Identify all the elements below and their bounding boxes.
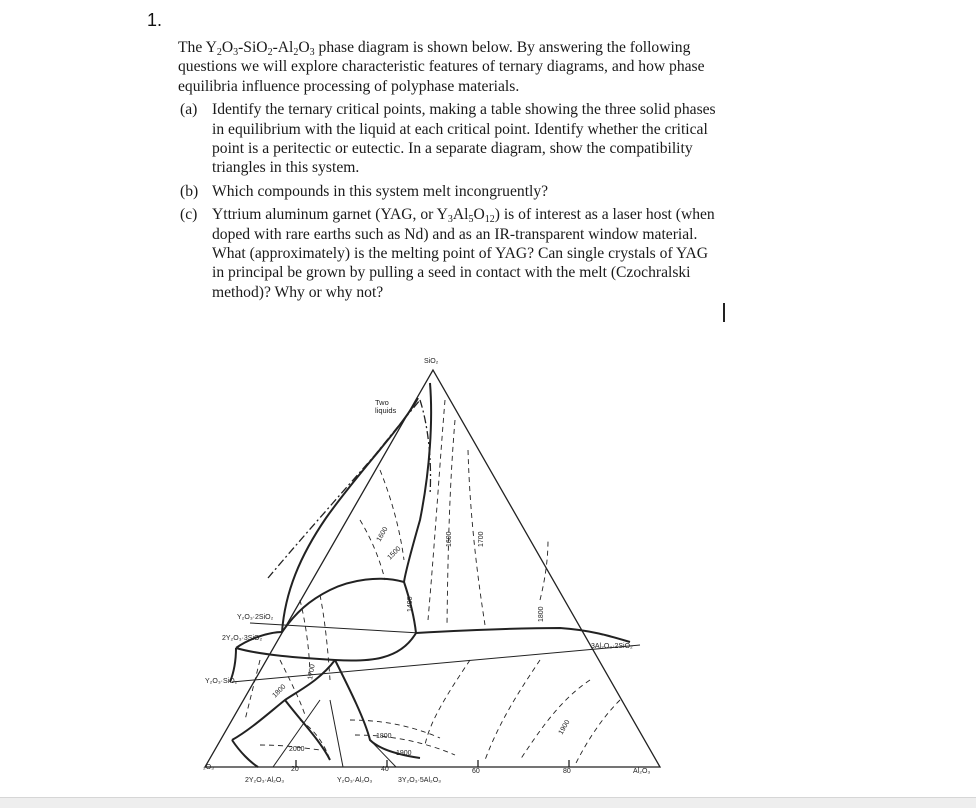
isotherm-2000-bottom: 2000 (289, 746, 305, 753)
part-c (180, 205, 723, 302)
compound-mullite: 3Al₂O₃·2SiO₂ (591, 643, 633, 650)
isotherm-1500: 1500 (386, 545, 403, 562)
base-tick-80: 80 (563, 768, 571, 775)
part-b-text: Which compounds in this system melt incongruently? (212, 182, 549, 200)
compound-y2o3-2sio2: Y₂O₃·2SiO₂ (237, 614, 274, 621)
question-number: 1. (147, 10, 163, 30)
compound-yap: Y₂O₃·Al₂O₃ (337, 777, 373, 784)
base-tick-40: 40 (381, 766, 389, 773)
ternary-phase-diagram (195, 350, 665, 795)
isotherm-1600-b: 1600 (446, 531, 453, 547)
apex-left-label: ₂O₃ (203, 764, 215, 771)
isotherm-1400: 1400 (407, 596, 414, 612)
question-text (178, 38, 723, 306)
isotherm-1900-bottom: 1900 (396, 750, 412, 757)
part-a-text: Identify the ternary critical points, making a table showing the three solid phases in equilibrium with the liquid at each critical point. Identify whether the critical point is a peritectic or eutectic. In a separate diagram, show the compatibility triangles in this system. (212, 101, 716, 177)
isotherm-lines (245, 400, 620, 765)
part-a-label: (a) (180, 101, 198, 119)
liquidus-boundaries (230, 383, 630, 767)
triangle-outline (205, 370, 660, 767)
two-liquids-label-1: Two (375, 398, 389, 407)
base-tick-20: 20 (291, 766, 299, 773)
isotherm-1600-a: 1600 (375, 526, 390, 543)
two-liquids-label-2: liquids (375, 406, 397, 415)
window-bottom-strip (0, 797, 976, 808)
apex-top-label: SiO₂ (424, 358, 439, 365)
compound-y2o3-sio2: Y₂O₃·SiO₂ (205, 678, 238, 685)
isotherm-1700-left: 1700 (307, 663, 317, 681)
part-b (180, 182, 723, 201)
isotherm-1800-bottom: 1800 (376, 733, 392, 740)
isotherm-1800-right: 1800 (538, 606, 545, 622)
intro-paragraph: The $Y_2O_3-SiO_2-Al_2O_3$ phase diagram is shown below. By answering the following questions we will explore characteristic features of ternary diagrams, and how phase equilibria influence processing of polyphase materials. (178, 39, 705, 95)
part-c-label: (c) (180, 206, 198, 224)
apex-right-label: Al₂O₃ (633, 768, 651, 775)
compound-2y2o3-3sio2: 2Y₂O₃·3SiO₂ (222, 635, 263, 642)
part-c-text: Yttrium aluminum garnet (YAG, or $Y_3Al_5O_{12}$) is of interest as a laser host (when doped with rare earths such as Nd) and as an IR-transparent window material. What (approximately) is the melting point of YAG? Can single crystals of YAG in principal be grown by pulling a seed in contact with the melt (Czochralski method)? Why or why not? (212, 206, 715, 301)
isotherm-1700: 1700 (478, 531, 485, 547)
part-b-label: (b) (180, 182, 199, 200)
isotherm-1900-right: 1900 (557, 719, 572, 736)
isotherm-1800-left: 1800 (271, 683, 288, 700)
text-cursor (723, 303, 725, 322)
compound-yag: 3Y₂O₃·5Al₂O₃ (398, 777, 442, 784)
base-tick-60: 60 (472, 768, 480, 775)
compound-yam: 2Y₂O₃·Al₂O₃ (245, 777, 285, 784)
part-a (180, 100, 723, 178)
